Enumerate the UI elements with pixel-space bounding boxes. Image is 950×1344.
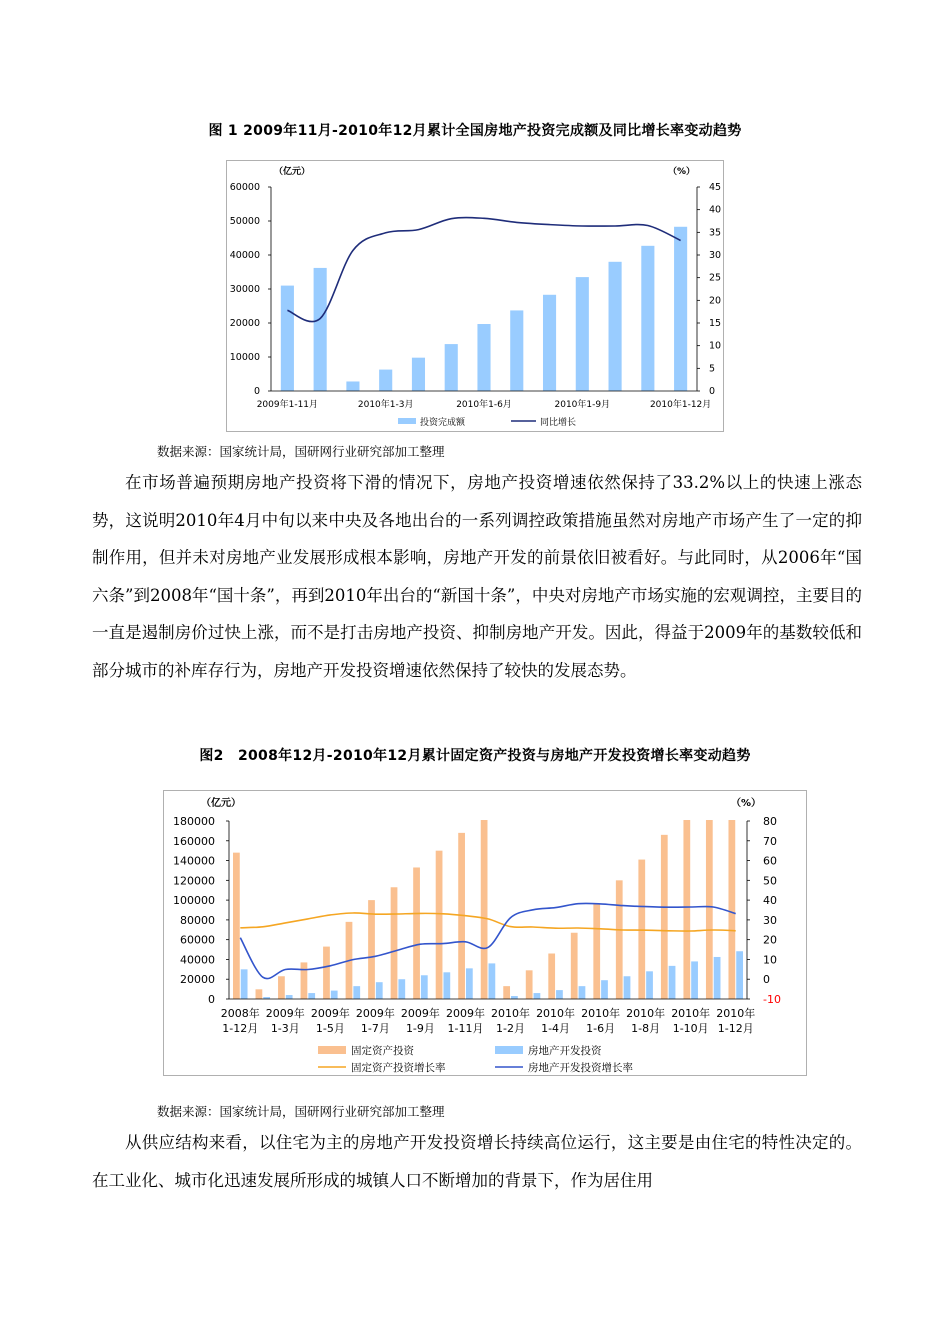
right-tick-label: 80 — [763, 815, 777, 828]
bar-fixed-asset-investment — [256, 989, 263, 999]
x-tick-label-year: 2010年 — [671, 1007, 711, 1020]
right-tick-label: 30 — [763, 913, 777, 927]
bar-fixed-asset-investment — [301, 962, 308, 999]
left-tick-label: 80000 — [180, 913, 215, 927]
x-tick-label-year: 2010年 — [491, 1007, 531, 1020]
left-tick-label: 60000 — [229, 182, 260, 193]
bar-real-estate-investment — [421, 975, 428, 999]
bar-fixed-asset-investment — [706, 820, 713, 999]
x-tick-label-year: 2009年 — [400, 1007, 440, 1020]
bar-real-estate-investment — [579, 986, 586, 999]
x-tick-label-year: 2008年 — [220, 1007, 260, 1020]
bar-investment — [674, 227, 687, 391]
right-tick-label: 50 — [763, 874, 777, 888]
bar-real-estate-investment — [241, 969, 248, 999]
bar-real-estate-investment — [466, 968, 473, 999]
bar-fixed-asset-investment — [368, 900, 375, 999]
x-tick-label-range: 1-12月 — [717, 1022, 754, 1035]
legend-label-fixed-asset-growth: 固定资产投资增长率 — [351, 1062, 446, 1074]
left-tick-label: 120000 — [173, 874, 215, 888]
bar-investment — [445, 344, 458, 391]
paragraph-1 — [92, 464, 862, 689]
x-tick-label: 2009年1-11月 — [256, 400, 319, 410]
left-tick-label: 100000 — [173, 894, 215, 908]
legend-label-fixed-asset: 固定资产投资 — [351, 1045, 414, 1057]
x-tick-label-range: 1-4月 — [541, 1022, 571, 1035]
bar-fixed-asset-investment — [391, 887, 398, 999]
x-tick-label-range: 1-8月 — [631, 1022, 661, 1035]
figure2-title: 图2 2008年12月-2010年12月累计固定资产投资与房地产开发投资增长率变动趋势 — [199, 748, 751, 764]
bar-real-estate-investment — [331, 991, 338, 999]
right-tick-label: 5 — [709, 363, 716, 375]
x-tick-label-range: 1-11月 — [447, 1022, 484, 1035]
left-tick-label: 60000 — [180, 933, 215, 947]
bar-fixed-asset-investment — [728, 820, 735, 999]
bar-fixed-asset-investment — [548, 954, 555, 999]
bar-fixed-asset-investment — [436, 851, 443, 999]
x-tick-label-year: 2010年 — [626, 1007, 666, 1020]
left-tick-label: 10000 — [229, 352, 260, 363]
x-tick-label-year: 2009年 — [355, 1007, 395, 1020]
right-tick-label: 20 — [763, 933, 777, 947]
bar-real-estate-investment — [489, 963, 496, 999]
left-tick-label: 180000 — [173, 815, 215, 828]
bar-fixed-asset-investment — [683, 820, 690, 999]
bar-fixed-asset-investment — [503, 986, 510, 999]
bar-real-estate-investment — [601, 980, 608, 999]
bar-real-estate-investment — [353, 986, 360, 999]
legend-swatch-investment — [398, 418, 416, 424]
bar-investment — [641, 246, 654, 391]
bar-fixed-asset-investment — [661, 835, 668, 999]
x-tick-label-range: 1-3月 — [270, 1022, 300, 1035]
right-axis-unit: （%） — [731, 798, 762, 809]
bar-fixed-asset-investment — [413, 867, 420, 999]
left-tick-label: 160000 — [173, 834, 215, 848]
x-tick-label-year: 2010年 — [536, 1007, 576, 1020]
right-tick-label: 0 — [709, 386, 716, 397]
left-tick-label: 40000 — [229, 250, 260, 261]
right-tick-label: 30 — [709, 250, 722, 261]
bar-investment — [609, 262, 622, 391]
left-axis-unit: （亿元） — [274, 167, 311, 177]
right-tick-label: 10 — [763, 953, 777, 967]
bar-fixed-asset-investment — [616, 880, 623, 999]
bar-fixed-asset-investment — [481, 820, 488, 999]
right-tick-label: 70 — [763, 834, 777, 848]
figure1-chart — [226, 160, 724, 432]
bar-investment — [477, 324, 490, 391]
right-tick-label: 40 — [709, 204, 722, 216]
bar-investment — [412, 358, 425, 391]
left-tick-label: 50000 — [229, 216, 260, 227]
right-tick-label: -10 — [763, 993, 781, 1006]
bar-real-estate-investment — [534, 993, 541, 999]
figure1-svg — [226, 160, 724, 432]
figure2-svg — [163, 790, 807, 1076]
left-tick-label: 0 — [253, 386, 260, 397]
bar-investment — [314, 268, 327, 391]
x-tick-label-range: 1-5月 — [315, 1022, 345, 1035]
bar-investment — [281, 286, 294, 391]
right-tick-label: 0 — [763, 973, 770, 987]
x-tick-label-year: 2010年 — [716, 1007, 756, 1020]
x-tick-label-range: 1-6月 — [586, 1022, 616, 1035]
bar-investment — [576, 277, 589, 391]
figure1-source: 数据来源：国家统计局，国研网行业研究部加工整理 — [157, 444, 445, 459]
x-tick-label-year: 2009年 — [310, 1007, 350, 1020]
bar-real-estate-investment — [376, 982, 383, 999]
paragraph-2 — [92, 1124, 862, 1199]
bar-real-estate-investment — [286, 995, 293, 999]
bar-fixed-asset-investment — [638, 860, 645, 999]
bar-investment — [510, 310, 523, 391]
bar-real-estate-investment — [669, 966, 676, 999]
right-tick-label: 25 — [709, 272, 722, 284]
legend-label-real-estate: 房地产开发投资 — [528, 1045, 602, 1057]
left-tick-label: 0 — [208, 993, 215, 1006]
bar-real-estate-investment — [691, 961, 698, 999]
bar-fixed-asset-investment — [571, 933, 578, 999]
x-tick-label-range: 1-2月 — [496, 1022, 526, 1035]
right-tick-label: 40 — [763, 894, 777, 908]
bar-real-estate-investment — [646, 971, 653, 999]
left-tick-label: 30000 — [229, 284, 260, 295]
bar-real-estate-investment — [443, 972, 450, 999]
left-tick-label: 20000 — [229, 318, 260, 329]
figure2-source: 数据来源：国家统计局，国研网行业研究部加工整理 — [157, 1104, 445, 1119]
right-axis-unit: （%） — [668, 167, 696, 177]
x-tick-label: 2010年1-12月 — [649, 400, 712, 410]
x-tick-label-year: 2009年 — [445, 1007, 485, 1020]
right-tick-label: 45 — [709, 182, 722, 193]
x-tick-label: 2010年1-9月 — [554, 400, 611, 410]
x-tick-label-range: 1-12月 — [222, 1022, 259, 1035]
legend-label-investment: 投资完成额 — [420, 418, 466, 428]
x-tick-label-range: 1-9月 — [405, 1022, 435, 1035]
bar-investment — [379, 370, 392, 391]
bar-real-estate-investment — [714, 957, 721, 999]
figure2-chart — [163, 790, 807, 1076]
bar-fixed-asset-investment — [526, 970, 533, 999]
right-tick-label: 15 — [709, 318, 722, 329]
paragraph-1-text: 在市场普遍预期房地产投资将下滑的情况下，房地产投资增速依然保持了33.2%以上的快速上涨态势，这说明2010年4月中旬以来中央及各地出台的一系列调控政策措施虽然对房地产市场产生了一定的抑制作用，但并未对房地产业发展形成根本影响，房地产开发的前景依旧被看好。与此同时，从2006年“国六条”到2008年“国十条”，再到2010年出台的“新国十条”，中央对房地产市场实施的宏观调控，主要目的一直是遏制房价过快上涨，而不是打击房地产投资、抑制房地产开发。因此，得益于2009年的基数较低和部分城市的补库存行为，房地产开发投资增速依然保持了较快的发展态势。 — [92, 473, 862, 680]
bar-real-estate-investment — [308, 993, 315, 999]
bar-real-estate-investment — [736, 951, 743, 999]
legend-label-growth: 同比增长 — [540, 418, 577, 428]
legend-swatch-fixed-asset — [318, 1046, 346, 1054]
bar-real-estate-investment — [624, 976, 631, 999]
right-tick-label: 35 — [709, 227, 722, 239]
left-tick-label: 40000 — [180, 953, 215, 967]
bar-fixed-asset-investment — [278, 976, 285, 999]
x-tick-label: 2010年1-6月 — [456, 400, 512, 410]
legend-label-real-estate-growth: 房地产开发投资增长率 — [528, 1062, 633, 1074]
legend-swatch-real-estate — [495, 1046, 523, 1054]
x-tick-label: 2010年1-3月 — [357, 400, 414, 410]
x-tick-label-range: 1-10月 — [672, 1022, 709, 1035]
left-tick-label: 140000 — [173, 854, 215, 868]
right-tick-label: 20 — [709, 295, 722, 307]
bar-investment — [346, 381, 359, 391]
bar-real-estate-investment — [398, 979, 405, 999]
bar-fixed-asset-investment — [323, 947, 330, 999]
paragraph-2-text: 从供应结构来看，以住宅为主的房地产开发投资增长持续高位运行，这主要是由住宅的特性决定的。在工业化、城市化迅速发展所形成的城镇人口不断增加的背景下，作为居住用 — [92, 1133, 862, 1190]
right-tick-label: 10 — [709, 340, 722, 352]
right-tick-label: 60 — [763, 854, 777, 868]
bar-investment — [543, 295, 556, 391]
figure1-title: 图 1 2009年11月-2010年12月累计全国房地产投资完成额及同比增长率变动趋势 — [208, 123, 742, 139]
left-tick-label: 20000 — [180, 973, 215, 987]
left-axis-unit: （亿元） — [201, 798, 241, 809]
bar-fixed-asset-investment — [593, 904, 600, 999]
bar-fixed-asset-investment — [233, 853, 240, 999]
bar-real-estate-investment — [511, 996, 518, 999]
x-tick-label-range: 1-7月 — [360, 1022, 390, 1035]
x-tick-label-year: 2010年 — [581, 1007, 621, 1020]
bar-real-estate-investment — [556, 990, 563, 999]
x-tick-label-year: 2009年 — [265, 1007, 305, 1020]
